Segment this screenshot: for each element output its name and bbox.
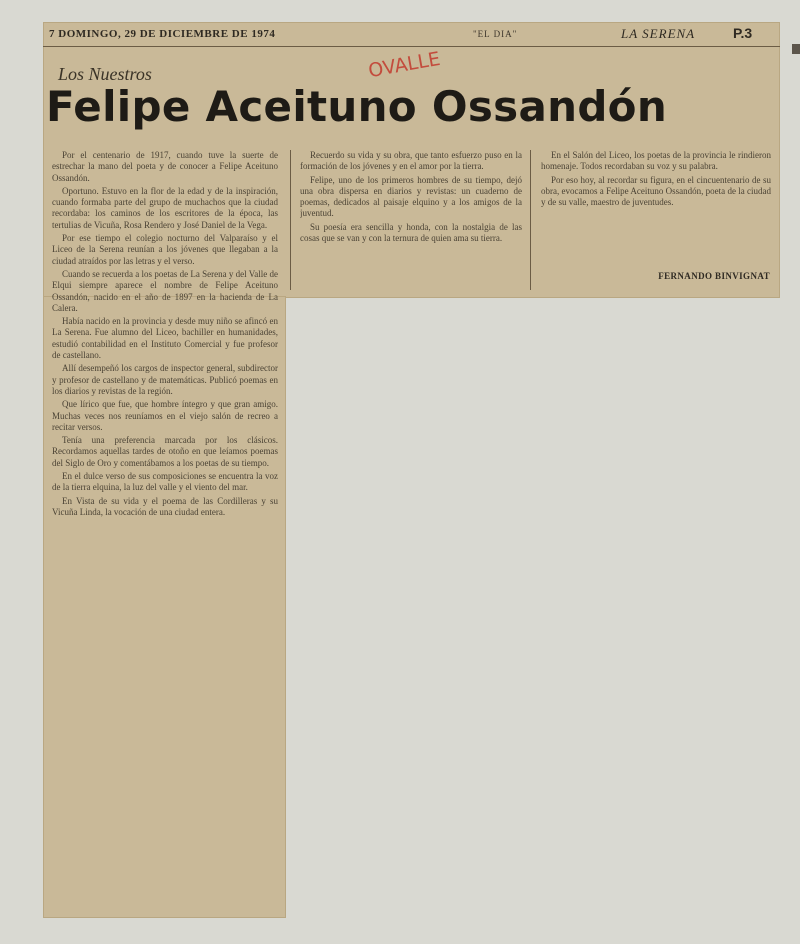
newspaper-name: LA SERENA bbox=[621, 26, 696, 41]
article-paragraph: Por ese tiempo el colegio nocturno del Valparaíso y el Liceo de la Serena reunían a los jóvenes que llegaban a la ciudad atraídos por las letras y el verso. bbox=[52, 233, 278, 266]
section-label: "EL DIA" bbox=[473, 29, 518, 39]
article-paragraph: Por el centenario de 1917, cuando tuve la suerte de estrechar la mano del poeta y de conocer a Felipe Aceituno Ossandón. bbox=[52, 150, 278, 183]
article-paragraph: Oportuno. Estuvo en la flor de la edad y de la inspiración, cuando formaba parte del grupo de muchachos que la ciudad recordaba: los caminos de los escritores de la época, las tertulias de Vicuña, Rosa Rendero y José Daniel de la Vega. bbox=[52, 185, 278, 230]
red-handwritten-stamp: OVALLE bbox=[366, 47, 442, 83]
article-paragraph: Recuerdo su vida y su obra, que tanto esfuerzo puso en la formación de los jóvenes y en el amor por la tierra. bbox=[300, 150, 522, 172]
article-paragraph: En Vista de su vida y el poema de las Cordilleras y su Vicuña Linda, la vocación de una ciudad entera. bbox=[52, 495, 278, 517]
article-paragraph: Felipe, uno de los primeros hombres de su tiempo, dejó una obra dispersa en diarios y revistas: un cuaderno de poemas, dedicados al paisaje elquino y a los amigos de la juventud. bbox=[300, 174, 522, 219]
author-signature: FERNANDO BINVIGNAT bbox=[658, 271, 770, 281]
article-paragraph: Que lírico que fue, que hombre íntegro y que gran amigo. Muchas veces nos reuníamos en el viejo salón de recreo a recitar versos. bbox=[52, 399, 278, 432]
article-kicker: Los Nuestros bbox=[58, 64, 152, 84]
page-edge-marker bbox=[792, 44, 800, 54]
page-number: P.3 bbox=[733, 25, 753, 41]
article-paragraph: Cuando se recuerda a los poetas de La Serena y del Valle de Elqui siempre aparece el nombre de Felipe Aceituno Ossandón, nacido en el año de 1897 en la hacienda de La Calera. bbox=[52, 268, 278, 313]
article-paragraph: En el Salón del Liceo, los poetas de la provincia le rindieron homenaje. Todos recordaban su voz y su palabra. bbox=[541, 150, 771, 172]
column-divider bbox=[290, 150, 291, 290]
article-headline: Felipe Aceituno Ossandón bbox=[46, 82, 668, 131]
article-paragraph: Allí desempeñó los cargos de inspector general, subdirector y profesor de castellano y de matemáticas. Publicó poemas en los diarios y revistas de la región. bbox=[52, 363, 278, 396]
article-column-3 bbox=[541, 150, 771, 268]
article-paragraph: Tenía una preferencia marcada por los clásicos. Recordamos aquellas tardes de otoño en que leíamos poemas del Siglo de Oro y comentábamos a los poetas de su tiempo. bbox=[52, 435, 278, 468]
newspaper-header-strip bbox=[43, 22, 780, 47]
article-column-2 bbox=[300, 150, 522, 290]
article-paragraph: Había nacido en la provincia y desde muy niño se afincó en La Serena. Fue alumno del Liceo, bachiller en humanidades, estudió contabilidad en el Instituto Comercial y fue profesor de castellano. bbox=[52, 316, 278, 361]
issue-date: 7 DOMINGO, 29 DE DICIEMBRE DE 1974 bbox=[49, 28, 276, 40]
column-divider bbox=[530, 150, 531, 290]
article-column-1 bbox=[52, 150, 278, 918]
article-paragraph: Su poesía era sencilla y honda, con la nostalgia de las cosas que se van y con la ternura de quien ama su tierra. bbox=[300, 221, 522, 244]
article-paragraph: Por eso hoy, al recordar su figura, en el cincuentenario de su obra, evocamos a Felipe Aceituno Ossandón, poeta de la ciudad y de su valle, maestro de juventudes. bbox=[541, 174, 771, 208]
article-paragraph: En el dulce verso de sus composiciones se encuentra la voz de la tierra elquina, la luz del valle y el viento del mar. bbox=[52, 471, 278, 493]
